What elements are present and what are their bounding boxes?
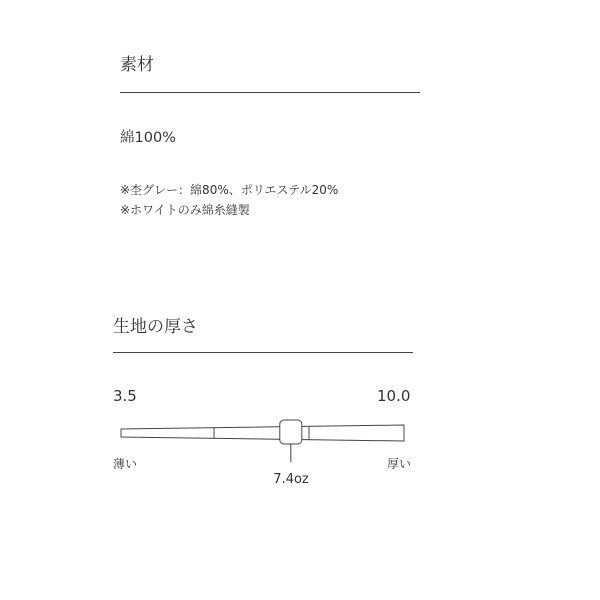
thickness-gauge	[110, 410, 420, 470]
scale-max-value: 10.0	[377, 387, 411, 405]
gauge-wedge	[121, 425, 404, 441]
scale-thick-label: 厚い	[387, 457, 412, 471]
thickness-divider	[113, 352, 413, 353]
scale-current-value: 7.4oz	[273, 472, 309, 487]
scale-thin-label: 薄い	[113, 457, 138, 471]
gauge-marker	[280, 420, 302, 462]
material-divider	[120, 92, 420, 93]
material-note: ※杢グレー：綿80%、ポリエステル20%	[120, 183, 339, 197]
material-heading: 素材	[120, 55, 154, 75]
thickness-heading: 生地の厚さ	[113, 317, 198, 337]
material-composition: 綿100%	[120, 130, 176, 146]
scale-min-value: 3.5	[113, 387, 137, 405]
material-note: ※ホワイトのみ綿糸縫製	[120, 203, 250, 217]
